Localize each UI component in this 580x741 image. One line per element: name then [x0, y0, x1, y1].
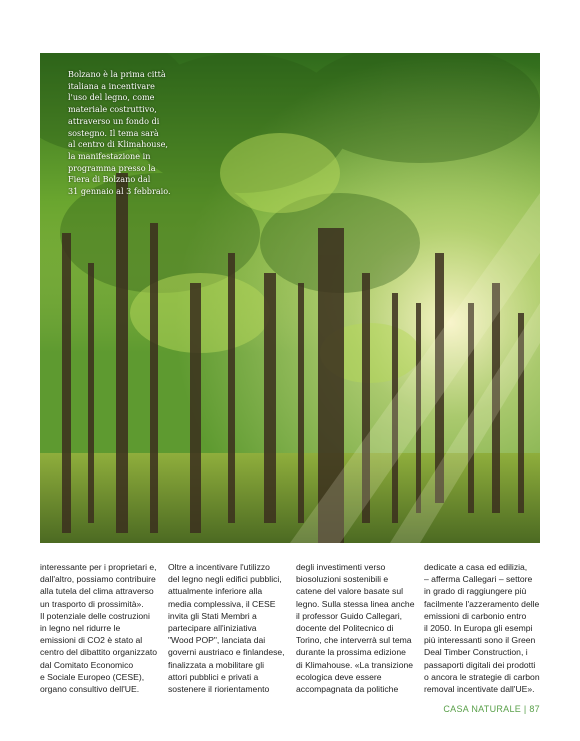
article-line: il 2050. In Europa gli esempi — [424, 623, 533, 634]
article-line: docente del Politecnico di — [296, 623, 394, 634]
article-line: dedicate a casa ed edilizia, — [424, 562, 528, 572]
article-line: – afferma Callegari – settore — [424, 574, 533, 585]
article-line: dall'altro, possiamo contribuire — [40, 574, 156, 585]
article-column-4 — [424, 561, 540, 695]
caption-line: attraverso un fondo di — [68, 115, 160, 126]
caption-line: italiana a incentivare — [68, 80, 155, 91]
article-line: organo consultivo dell'UE. — [40, 684, 140, 695]
article-line: durante la prossima edizione — [296, 647, 406, 658]
article-line: emissioni di CO2 è stato al — [40, 635, 143, 646]
article-line: removal incentivate dall'UE». — [424, 684, 535, 695]
article-line: alla tutela del clima attraverso — [40, 586, 154, 597]
article-line: Oltre a incentivare l'utilizzo — [168, 562, 270, 572]
forest-photo — [40, 53, 540, 543]
article-line: attualmente inferiore alla — [168, 586, 263, 597]
article-line: accompagnata da politiche — [296, 684, 399, 695]
caption-line: la manifestazione in — [68, 150, 151, 161]
article-line: più interessanti sono il Green — [424, 635, 536, 646]
article-line: il professor Guido Callegari, — [296, 610, 403, 621]
article-line: centro del dibattito organizzato — [40, 647, 158, 658]
caption-line: materiale costruttivo, — [68, 104, 157, 115]
page-number: 87 — [529, 704, 540, 714]
article-line: biosoluzioni sostenibili e — [296, 574, 389, 585]
article-line: un trasporto di prossimità». — [40, 598, 144, 609]
article-line: media complessiva, il CESE — [168, 598, 276, 609]
caption-line: Fiera di Bolzano dal — [68, 174, 151, 185]
article-line: invita gli Stati Membri a — [168, 610, 257, 621]
article-line: governi austriaco e finlandese, — [168, 647, 285, 658]
article-line: sostenere il riorientamento — [168, 684, 270, 695]
article-line: finalizzata a mobilitare gli — [168, 659, 265, 670]
article-line: ecologica deve essere — [296, 671, 382, 682]
article-line: in grado di raggiungere più — [424, 586, 527, 597]
article-line: catene del valore basate sul — [296, 586, 404, 597]
article-line: o ancora le strategie di carbon — [424, 671, 540, 682]
article-line: del legno negli edifici pubblici, — [168, 574, 282, 585]
article-column-2 — [168, 561, 284, 695]
article-line: attori pubblici e privati a — [168, 671, 259, 682]
article-line: partecipare all'iniziativa — [168, 623, 257, 634]
article-line: "Wood POP", lanciata dai — [168, 635, 266, 646]
photo-caption — [68, 69, 186, 198]
caption-line: programma presso la — [68, 162, 156, 173]
caption-line: l'uso del legno, come — [68, 92, 155, 103]
article-line: Torino, che interverrà sul tema — [296, 635, 412, 646]
caption-line: al centro di Klimahouse, — [68, 139, 168, 150]
article-column-1 — [40, 561, 156, 695]
article-line: facilmente l'azzeramento delle — [424, 598, 540, 609]
article-line: Deal Timber Construction, i — [424, 647, 528, 658]
caption-line: sostegno. Il tema sarà — [68, 127, 159, 138]
article-line: di Klimahouse. «La transizione — [296, 659, 414, 670]
article-line: interessante per i proprietari e, — [40, 562, 157, 572]
footer-separator: | — [523, 704, 527, 714]
article-line: Il potenziale delle costruzioni — [40, 610, 150, 621]
article-line: degli investimenti verso — [296, 562, 386, 572]
article-line: passaporti digitali dei prodotti — [424, 659, 536, 670]
article-line: in legno nel ridurre le — [40, 623, 121, 634]
article-line: dal Comitato Economico — [40, 659, 134, 670]
caption-line: Bolzano è la prima città — [68, 69, 166, 79]
caption-line: 31 gennaio al 3 febbraio. — [68, 186, 171, 197]
article-column-3 — [296, 561, 415, 695]
article-line: legno. Sulla stessa linea anche — [296, 598, 415, 609]
magazine-name: CASA NATURALE — [443, 704, 522, 714]
article-line: emissioni di carbonio entro — [424, 610, 527, 621]
page-footer — [443, 704, 540, 714]
article-line: e Sociale Europeo (CESE), — [40, 671, 145, 682]
